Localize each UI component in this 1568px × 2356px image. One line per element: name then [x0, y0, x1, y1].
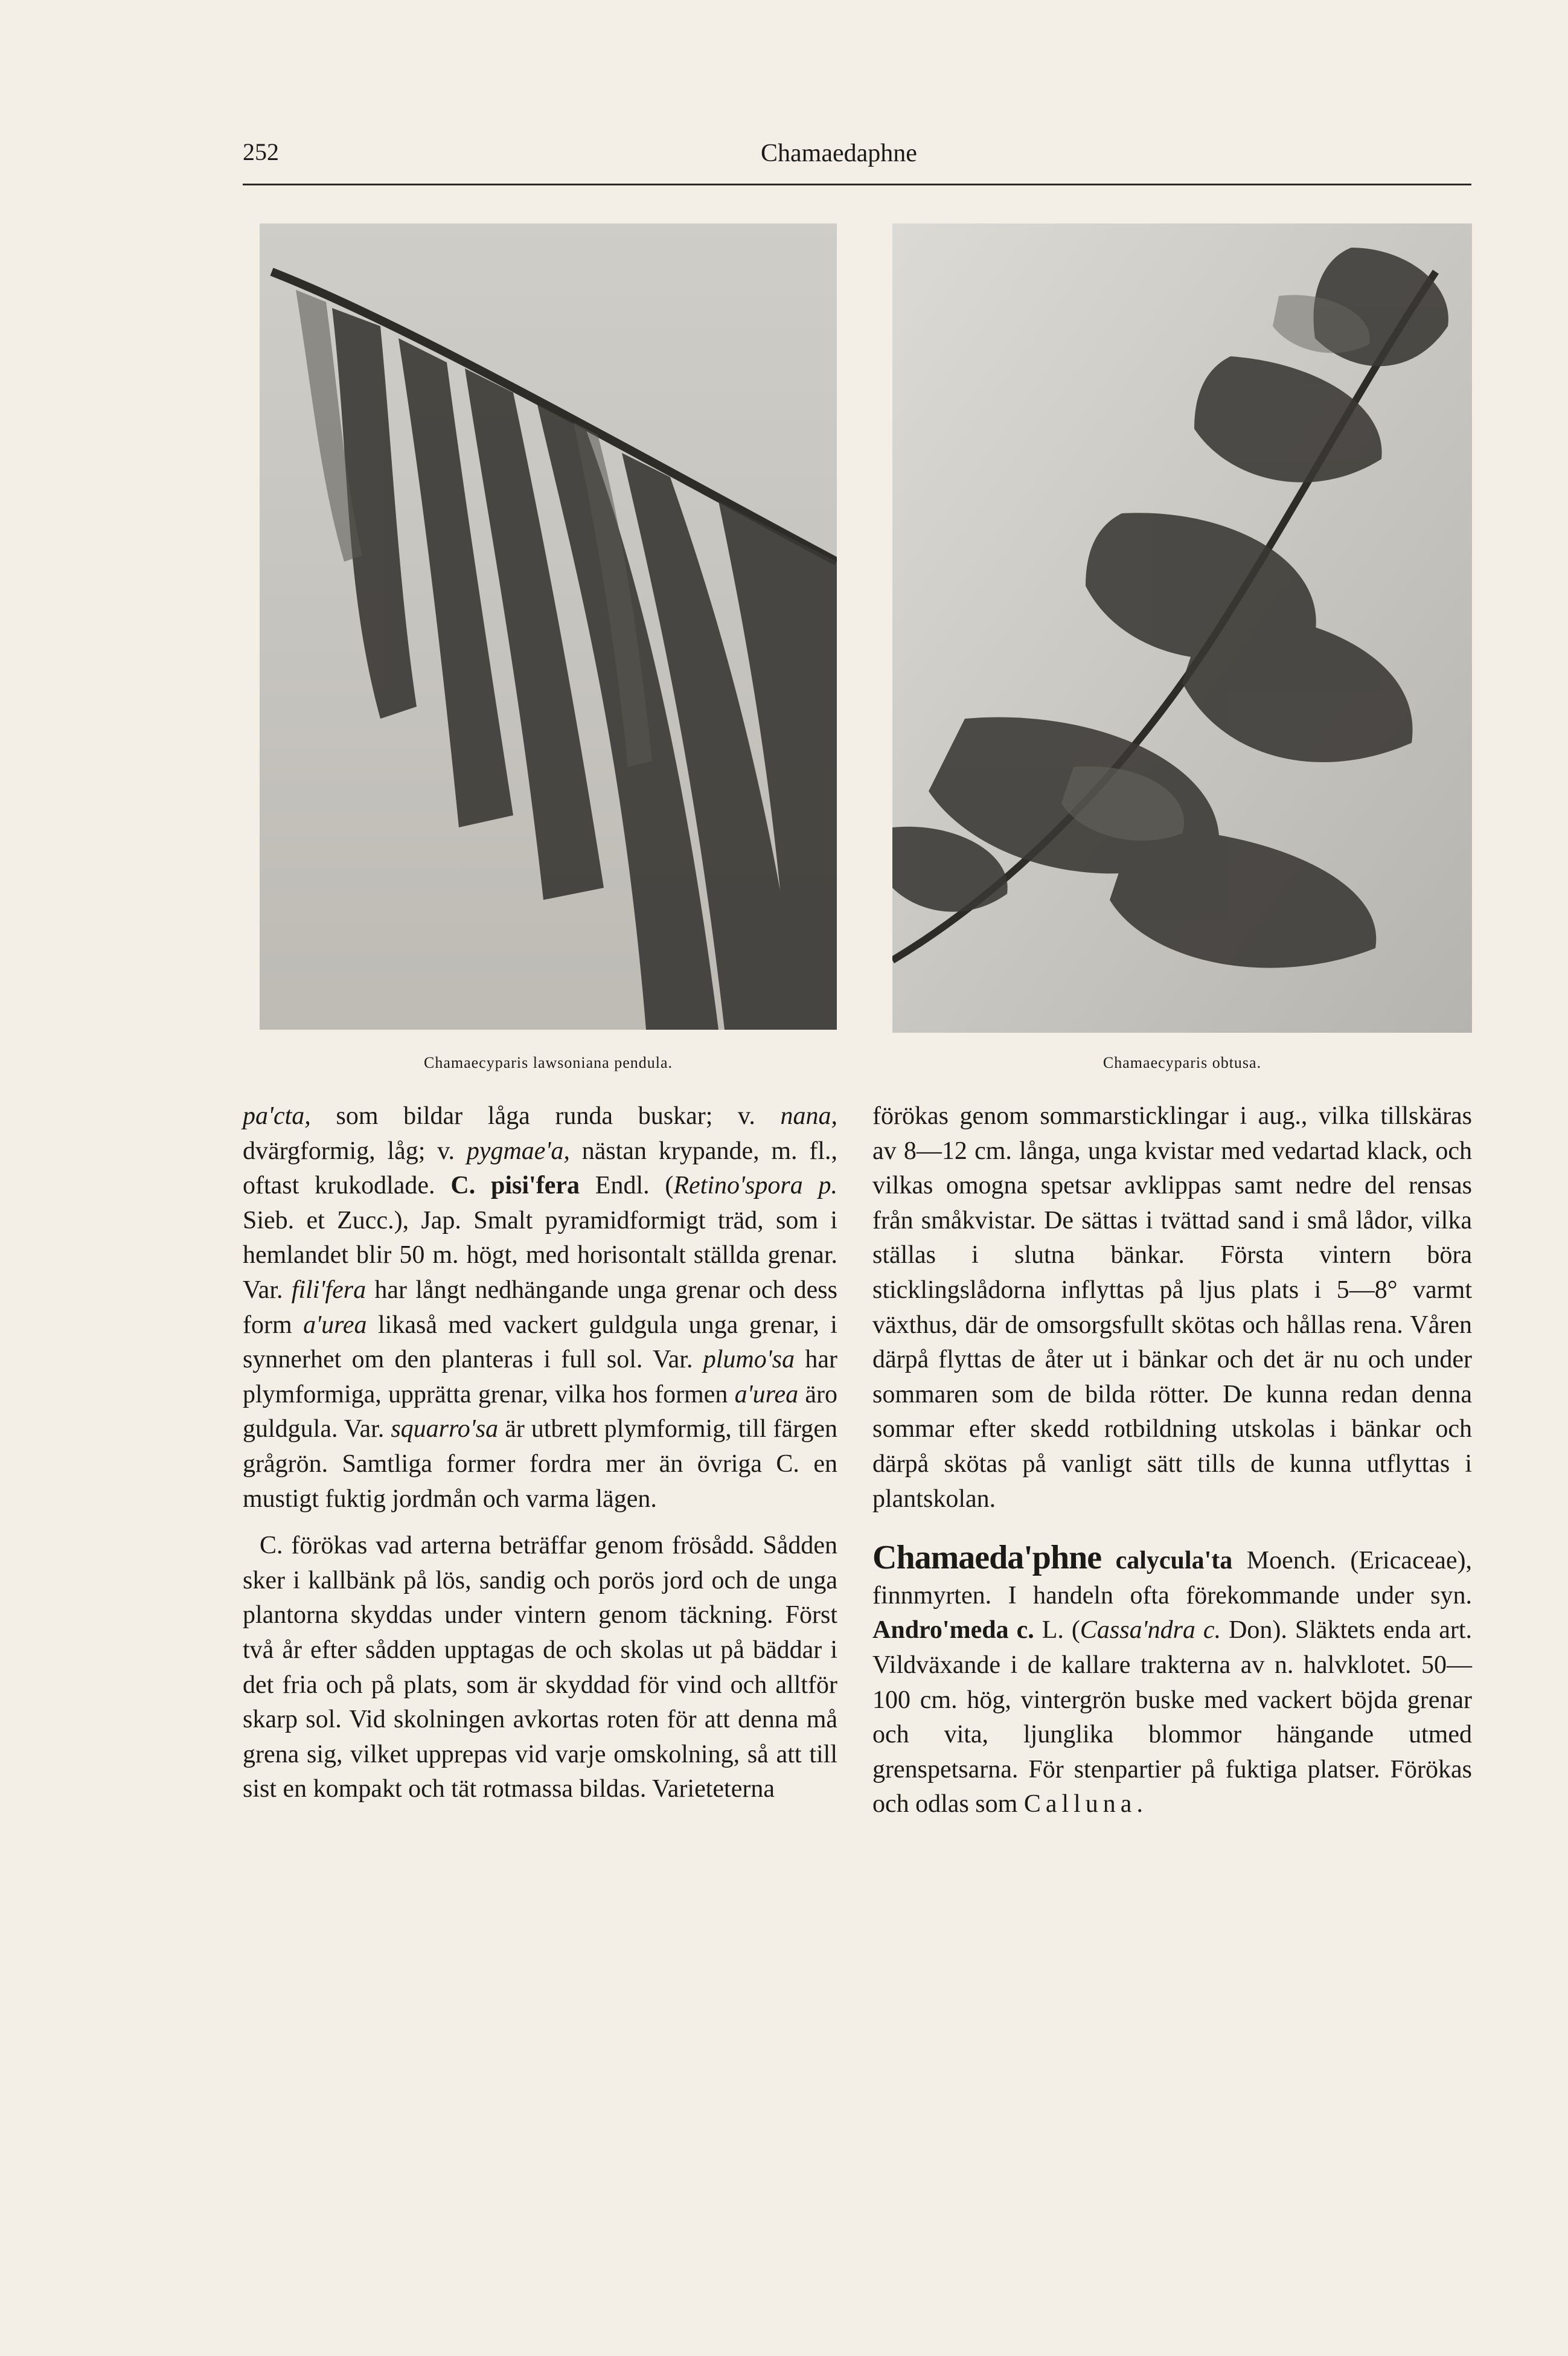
bold-term: calycula'ta: [1101, 1547, 1233, 1575]
bold-term: Andro'meda c.: [872, 1616, 1034, 1645]
italic-term: a'urea: [734, 1380, 799, 1408]
text-run: Don). Släktets enda art. Vildväxande i de kallare trakterna av n. halvklotet. 50—100 cm. hög, vintergrön buske med vackert böjda grenar och vita, ljunglika blommor hängande utmed grenspetsarna. För stenpartier på fuktiga platser. Förökas och odlas som: [872, 1616, 1472, 1818]
text-run: .: [1136, 1790, 1143, 1818]
italic-term: Cassa'ndra c.: [1080, 1616, 1221, 1645]
text-run: har plymformiga, upprätta grenar, vilka hos formen: [243, 1346, 837, 1408]
right-paragraph-1: förökas genom sommarsticklingar i aug., vilka tillskäras av 8—12 cm. långa, unga kvistar med vedartad klack, och vilkas omogna spetsar avklippas samt nedre del rensas från småkvistar. De sättas i tvättad sand i små lådor, vilka ställas i slutna bänkar. Första vintern böra sticklingslådorna inflyttas på ljus plats i 5—8° varmt växthus, där de omsorgsfullt skötas och hållas rena. Våren därpå flyttas de åter ut i bänkar och det är nu och under sommaren som de bilda rötter. De kunna redan denna sommar efter skedd rotbildning utskolas i bänkar och därpå skötas på vanligt sätt tills de kunna utflyttas i plantskolan.: [872, 1102, 1472, 1513]
italic-term: Retino'spora p.: [673, 1172, 838, 1200]
spaced-term: Calluna: [1023, 1790, 1137, 1818]
text-run: är utbrett plymformig, till färgen grågrön. Samtliga former fordra mer än övriga C. en mustigt fuktig jordmån och varma lägen.: [243, 1415, 837, 1513]
text-run: har långt nedhängande unga grenar och dess form: [243, 1276, 837, 1339]
italic-term: squarro'sa: [391, 1415, 499, 1443]
italic-term: a'urea: [303, 1311, 367, 1339]
photo-chamaecyparis-lawsoniana-pendula: [260, 223, 837, 1030]
italic-term: fili'fera: [291, 1276, 366, 1304]
photo-chamaecyparis-obtusa: [892, 223, 1472, 1033]
page-number: 252: [243, 138, 279, 165]
running-head: Chamaedaphne: [761, 140, 917, 167]
left-paragraph-2: C. förökas vad arterna beträffar genom frösådd. Sådden sker i kallbänk på lös, sandig och porös jord och de unga plantorna skyddas under vintern genom täckning. Först två år efter sådden upptagas de och skolas ut på bäddar i det fria och på plats, som är skyddad för vind och alltför skarp sol. Vid skolningen avkortas roten för att denna må grena sig, vilket upprepas vid varje omskolning, så att till sist en kompakt och tät rotmassa bildas. Varieteterna: [243, 1532, 837, 1803]
right-text-column: [872, 1099, 1472, 1822]
bold-term: C. pisi'fera: [450, 1172, 580, 1200]
italic-term: pa'cta,: [243, 1102, 311, 1130]
text-run: nästan krypande, m. fl., oftast krukodlade.: [243, 1137, 838, 1200]
italic-term: nana,: [780, 1102, 837, 1130]
caption-left: Chamaecyparis lawsoniana pendula.: [423, 1054, 673, 1071]
text-run: likaså med vackert guldgula unga grenar, i synnerhet om den planteras i full sol. Var.: [243, 1311, 837, 1374]
caption-right: Chamaecyparis obtusa.: [1102, 1054, 1262, 1071]
text-run: L. (: [1034, 1616, 1080, 1645]
italic-term: plumo'sa: [703, 1346, 795, 1374]
header-rule: [243, 184, 1471, 185]
text-run: dvärgformig, låg; v.: [243, 1137, 467, 1165]
text-run: Moench. (Ericaceae), finnmyrten. I handeln ofta förekommande under syn.: [872, 1547, 1472, 1610]
left-paragraph-1: [243, 1099, 837, 1517]
italic-term: pygmae'a,: [466, 1137, 570, 1165]
text-run: Sieb. et Zucc.), Jap. Smalt pyramidformigt träd, som i hemlandet blir 50 m. högt, med horisontalt ställda grenar. Var.: [243, 1206, 837, 1304]
right-paragraph-2: [872, 1541, 1472, 1822]
left-text-column: [243, 1099, 837, 1807]
text-run: som bildar låga runda buskar; v.: [310, 1102, 781, 1130]
text-run: Endl. (: [579, 1172, 674, 1200]
text-run: äro guldgula. Var.: [243, 1380, 837, 1443]
entry-headword: Chamaeda'phne: [872, 1539, 1102, 1577]
